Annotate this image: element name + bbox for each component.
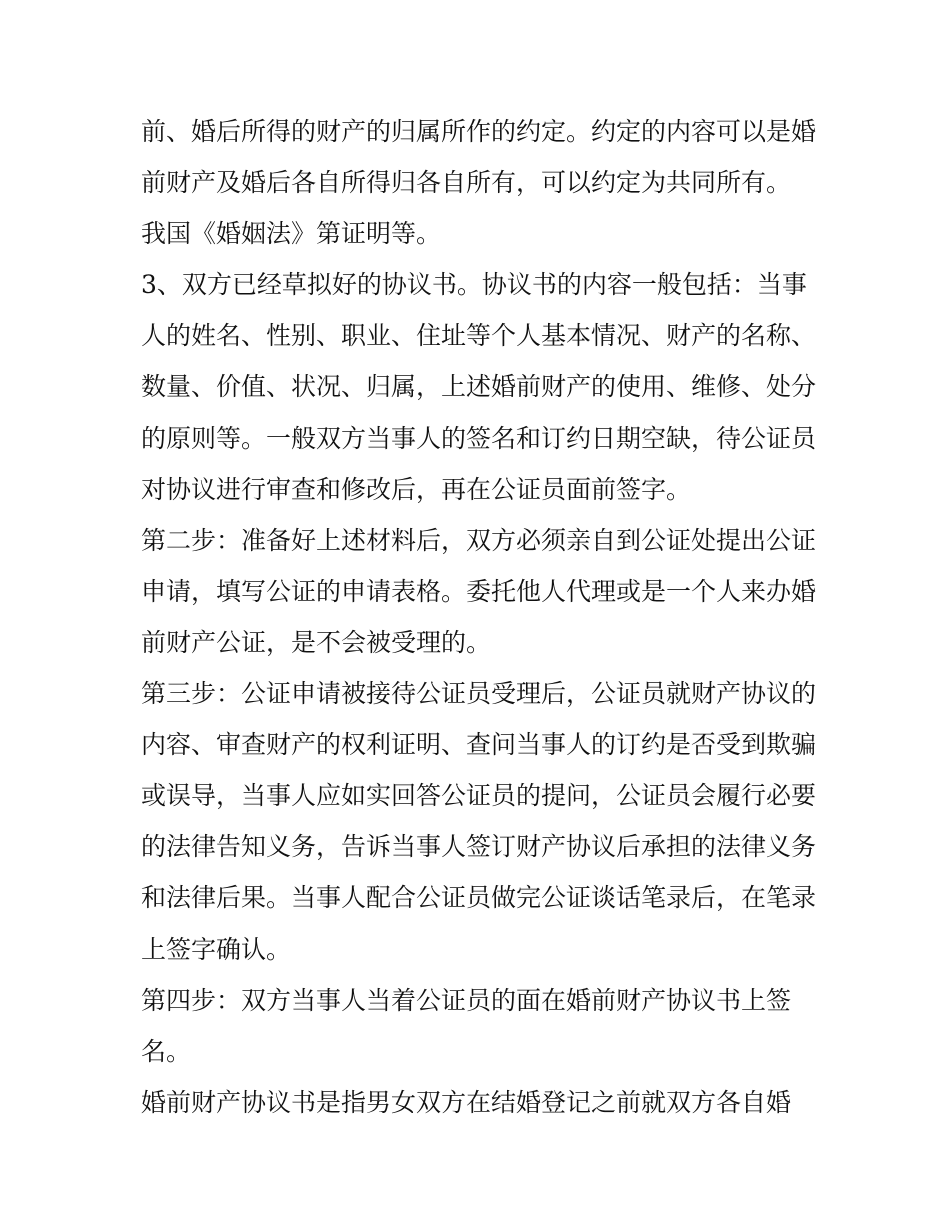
text-line: 的法律告知义务，告诉当事人签订财产协议后承担的法律义务 [141,832,817,862]
text-line: 第四步：双方当事人当着公证员的面在婚前财产协议书上签 [141,985,792,1015]
text-line: 和法律后果。当事人配合公证员做完公证谈话笔录后，在笔录 [141,883,817,913]
text-line: 我国《婚姻法》第证明等。 [141,219,442,249]
text-line: 名。 [141,1036,192,1066]
text-line: 前财产及婚后各自所得归各自所有，可以约定为共同所有。 [141,168,792,198]
text-line: 3、双方已经草拟好的协议书。协议书的内容一般包括：当事 [141,270,807,300]
text-line: 前财产公证，是不会被受理的。 [141,627,492,657]
text-line: 内容、审查财产的权利证明、查问当事人的订约是否受到欺骗 [141,730,817,760]
text-line: 申请，填写公证的申请表格。委托他人代理或是一个人来办婚 [141,576,817,606]
text-line: 上签字确认。 [141,934,292,964]
text-line: 人的姓名、性别、职业、住址等个人基本情况、财产的名称、 [141,321,817,351]
text-line: 第二步：准备好上述材料后，双方必须亲自到公证处提出公证 [141,525,817,555]
text-line: 婚前财产协议书是指男女双方在结婚登记之前就双方各自婚 [141,1087,792,1117]
text-line: 数量、价值、状况、归属，上述婚前财产的使用、维修、处分 [141,372,817,402]
text-line: 第三步：公证申请被接待公证员受理后，公证员就财产协议的 [141,679,817,709]
text-line: 对协议进行审查和修改后，再在公证员面前签字。 [141,474,692,504]
text-line: 或误导，当事人应如实回答公证员的提问，公证员会履行必要 [141,781,817,811]
text-line: 的原则等。一般双方当事人的签名和订约日期空缺，待公证员 [141,423,817,453]
text-line: 前、婚后所得的财产的归属所作的约定。约定的内容可以是婚 [141,117,817,146]
document-body [141,106,821,1128]
